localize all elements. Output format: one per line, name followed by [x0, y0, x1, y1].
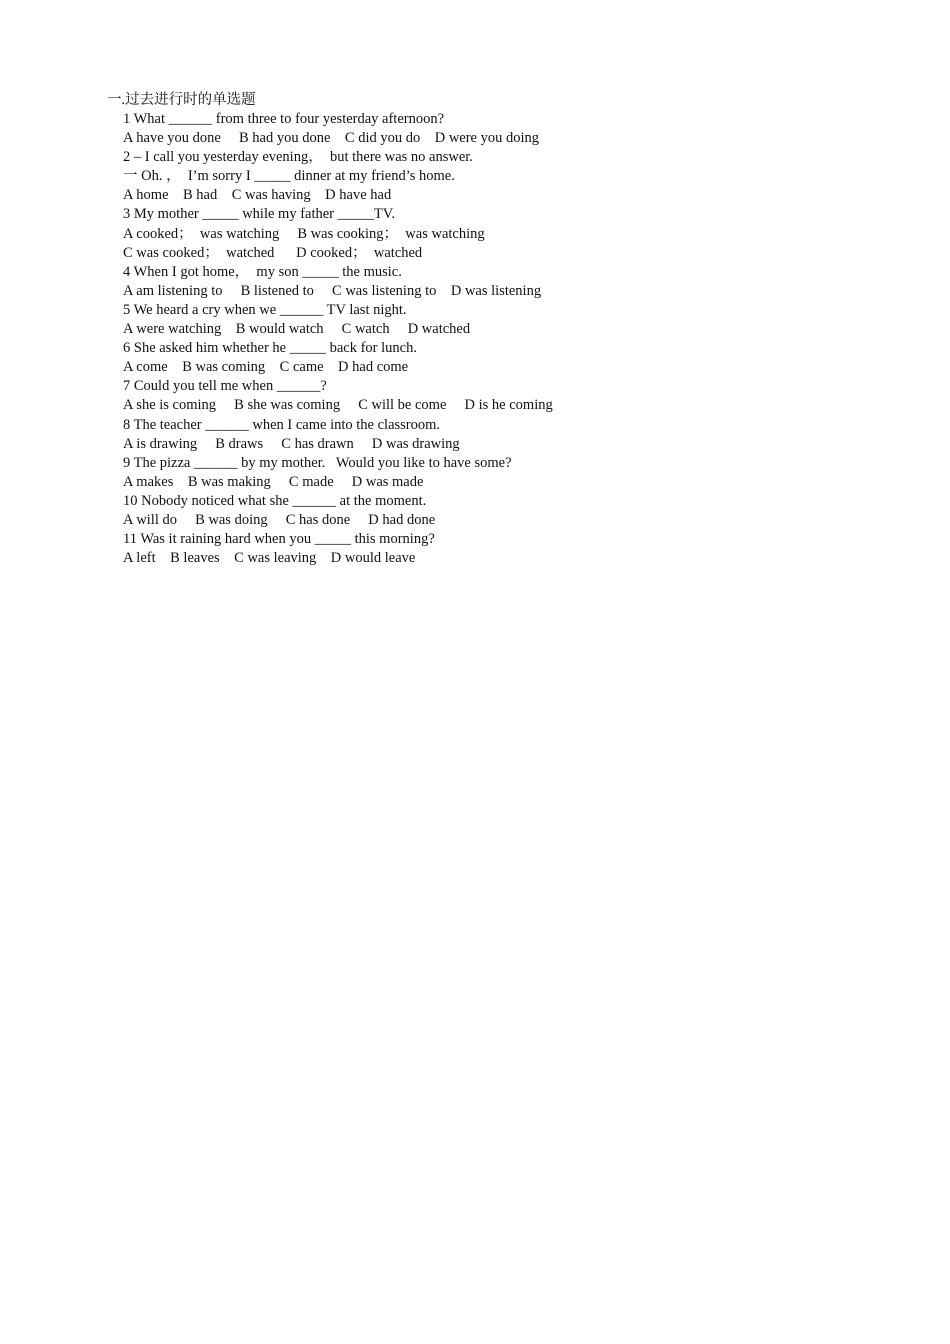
question-2: 2 – I call you yesterday evening， but there was no answer.	[123, 149, 473, 166]
question-7: 7 Could you tell me when ______?	[123, 378, 327, 395]
section-heading: 一.过去进行时的单选题	[107, 92, 256, 108]
question-2-options: A home B had C was having D have had	[123, 187, 392, 204]
question-8: 8 The teacher ______ when I came into the classroom.	[123, 416, 441, 433]
question-2-continued: 一 Oh. ， I’m sorry I _____ dinner at my friend’s home.	[123, 168, 455, 185]
question-5-options: A were watching B would watch C watch D watched	[123, 321, 471, 338]
question-7-options: A she is coming B she was coming C will be come D is he coming	[123, 397, 553, 414]
question-6: 6 She asked him whether he _____ back for lunch.	[123, 340, 417, 357]
question-4-options: A am listening to B listened to C was listening to D was listening	[123, 282, 542, 299]
question-10: 10 Nobody noticed what she ______ at the moment.	[123, 492, 427, 509]
question-3-options-ab: A cooked； was watching B was cooking； was watching	[123, 225, 485, 242]
question-3-options-cd: C was cooked； watched D cooked； watched	[123, 244, 423, 261]
question-list	[123, 110, 807, 568]
question-9-options: A makes B was making C made D was made	[123, 473, 424, 490]
question-8-options: A is drawing B draws C has drawn D was drawing	[123, 435, 460, 452]
question-1-options: A have you done B had you done C did you do D were you doing	[123, 130, 540, 147]
question-10-options: A will do B was doing C has done D had done	[123, 511, 436, 528]
question-5: 5 We heard a cry when we ______ TV last night.	[123, 301, 407, 318]
exercise-section	[107, 91, 807, 568]
question-9: 9 The pizza ______ by my mother. Would you like to have some?	[123, 454, 512, 471]
question-4: 4 When I got home， my son _____ the music.	[123, 263, 402, 280]
question-11-options: A left B leaves C was leaving D would leave	[123, 550, 416, 567]
question-3: 3 My mother _____ while my father _____TV.	[123, 206, 395, 223]
question-11: 11 Was it raining hard when you _____ this morning?	[123, 531, 435, 548]
question-6-options: A come B was coming C came D had come	[123, 359, 409, 376]
question-1: 1 What ______ from three to four yesterday afternoon?	[123, 111, 445, 127]
